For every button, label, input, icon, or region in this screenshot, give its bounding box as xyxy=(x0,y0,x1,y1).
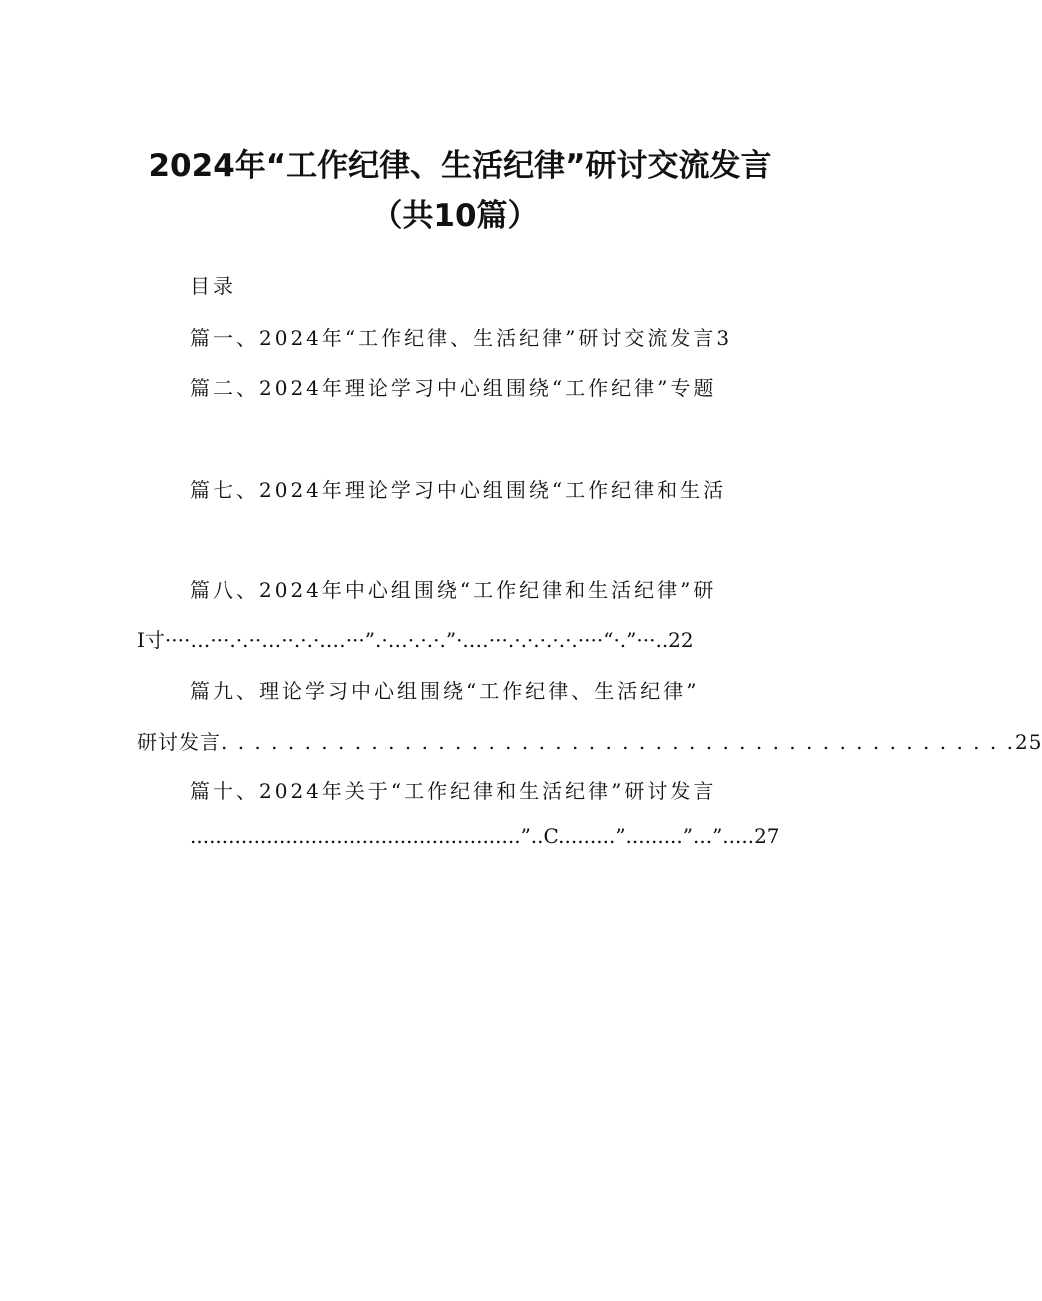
toc-leader-dots: . . . . . . . . . . . . . . . . . . . . . . . . . . . . . . . . . . . . . . . . . . . . . . . . xyxy=(221,730,1015,754)
toc-entry-9-label: 研讨发言 xyxy=(137,730,221,754)
toc-entry-10-leader: ....................................................”..C.........”.........”...”.....27 xyxy=(190,824,780,848)
toc-entry-9: 篇九、理论学习中心组围绕“工作纪律、生活纪律” xyxy=(190,679,700,703)
document-title: 2024年“工作纪律、生活纪律”研讨交流发言 xyxy=(148,148,772,184)
toc-entry-1: 篇一、2024年“工作纪律、生活纪律”研讨交流发言3 xyxy=(190,326,733,350)
toc-entry-9-continuation xyxy=(137,726,1042,755)
document-subtitle: （共10篇） xyxy=(371,198,539,234)
toc-entry-7: 篇七、2024年理论学习中心组围绕“工作纪律和生活 xyxy=(190,478,727,502)
toc-entry-10: 篇十、2024年关于“工作纪律和生活纪律”研讨发言 xyxy=(190,779,717,803)
toc-entry-2: 篇二、2024年理论学习中心组围绕“工作纪律”专题 xyxy=(190,376,717,400)
toc-entry-8: 篇八、2024年中心组围绕“工作纪律和生活纪律”研 xyxy=(190,578,717,602)
toc-page-number: 25 xyxy=(1014,730,1042,754)
toc-entry-8-leader: I寸····…···.·.··…··.·.·.…···”.·…·.·.·.”·.…···.·.·.·.·.·.····“·.”···..22 xyxy=(137,628,694,652)
toc-heading: 目录 xyxy=(190,274,236,298)
